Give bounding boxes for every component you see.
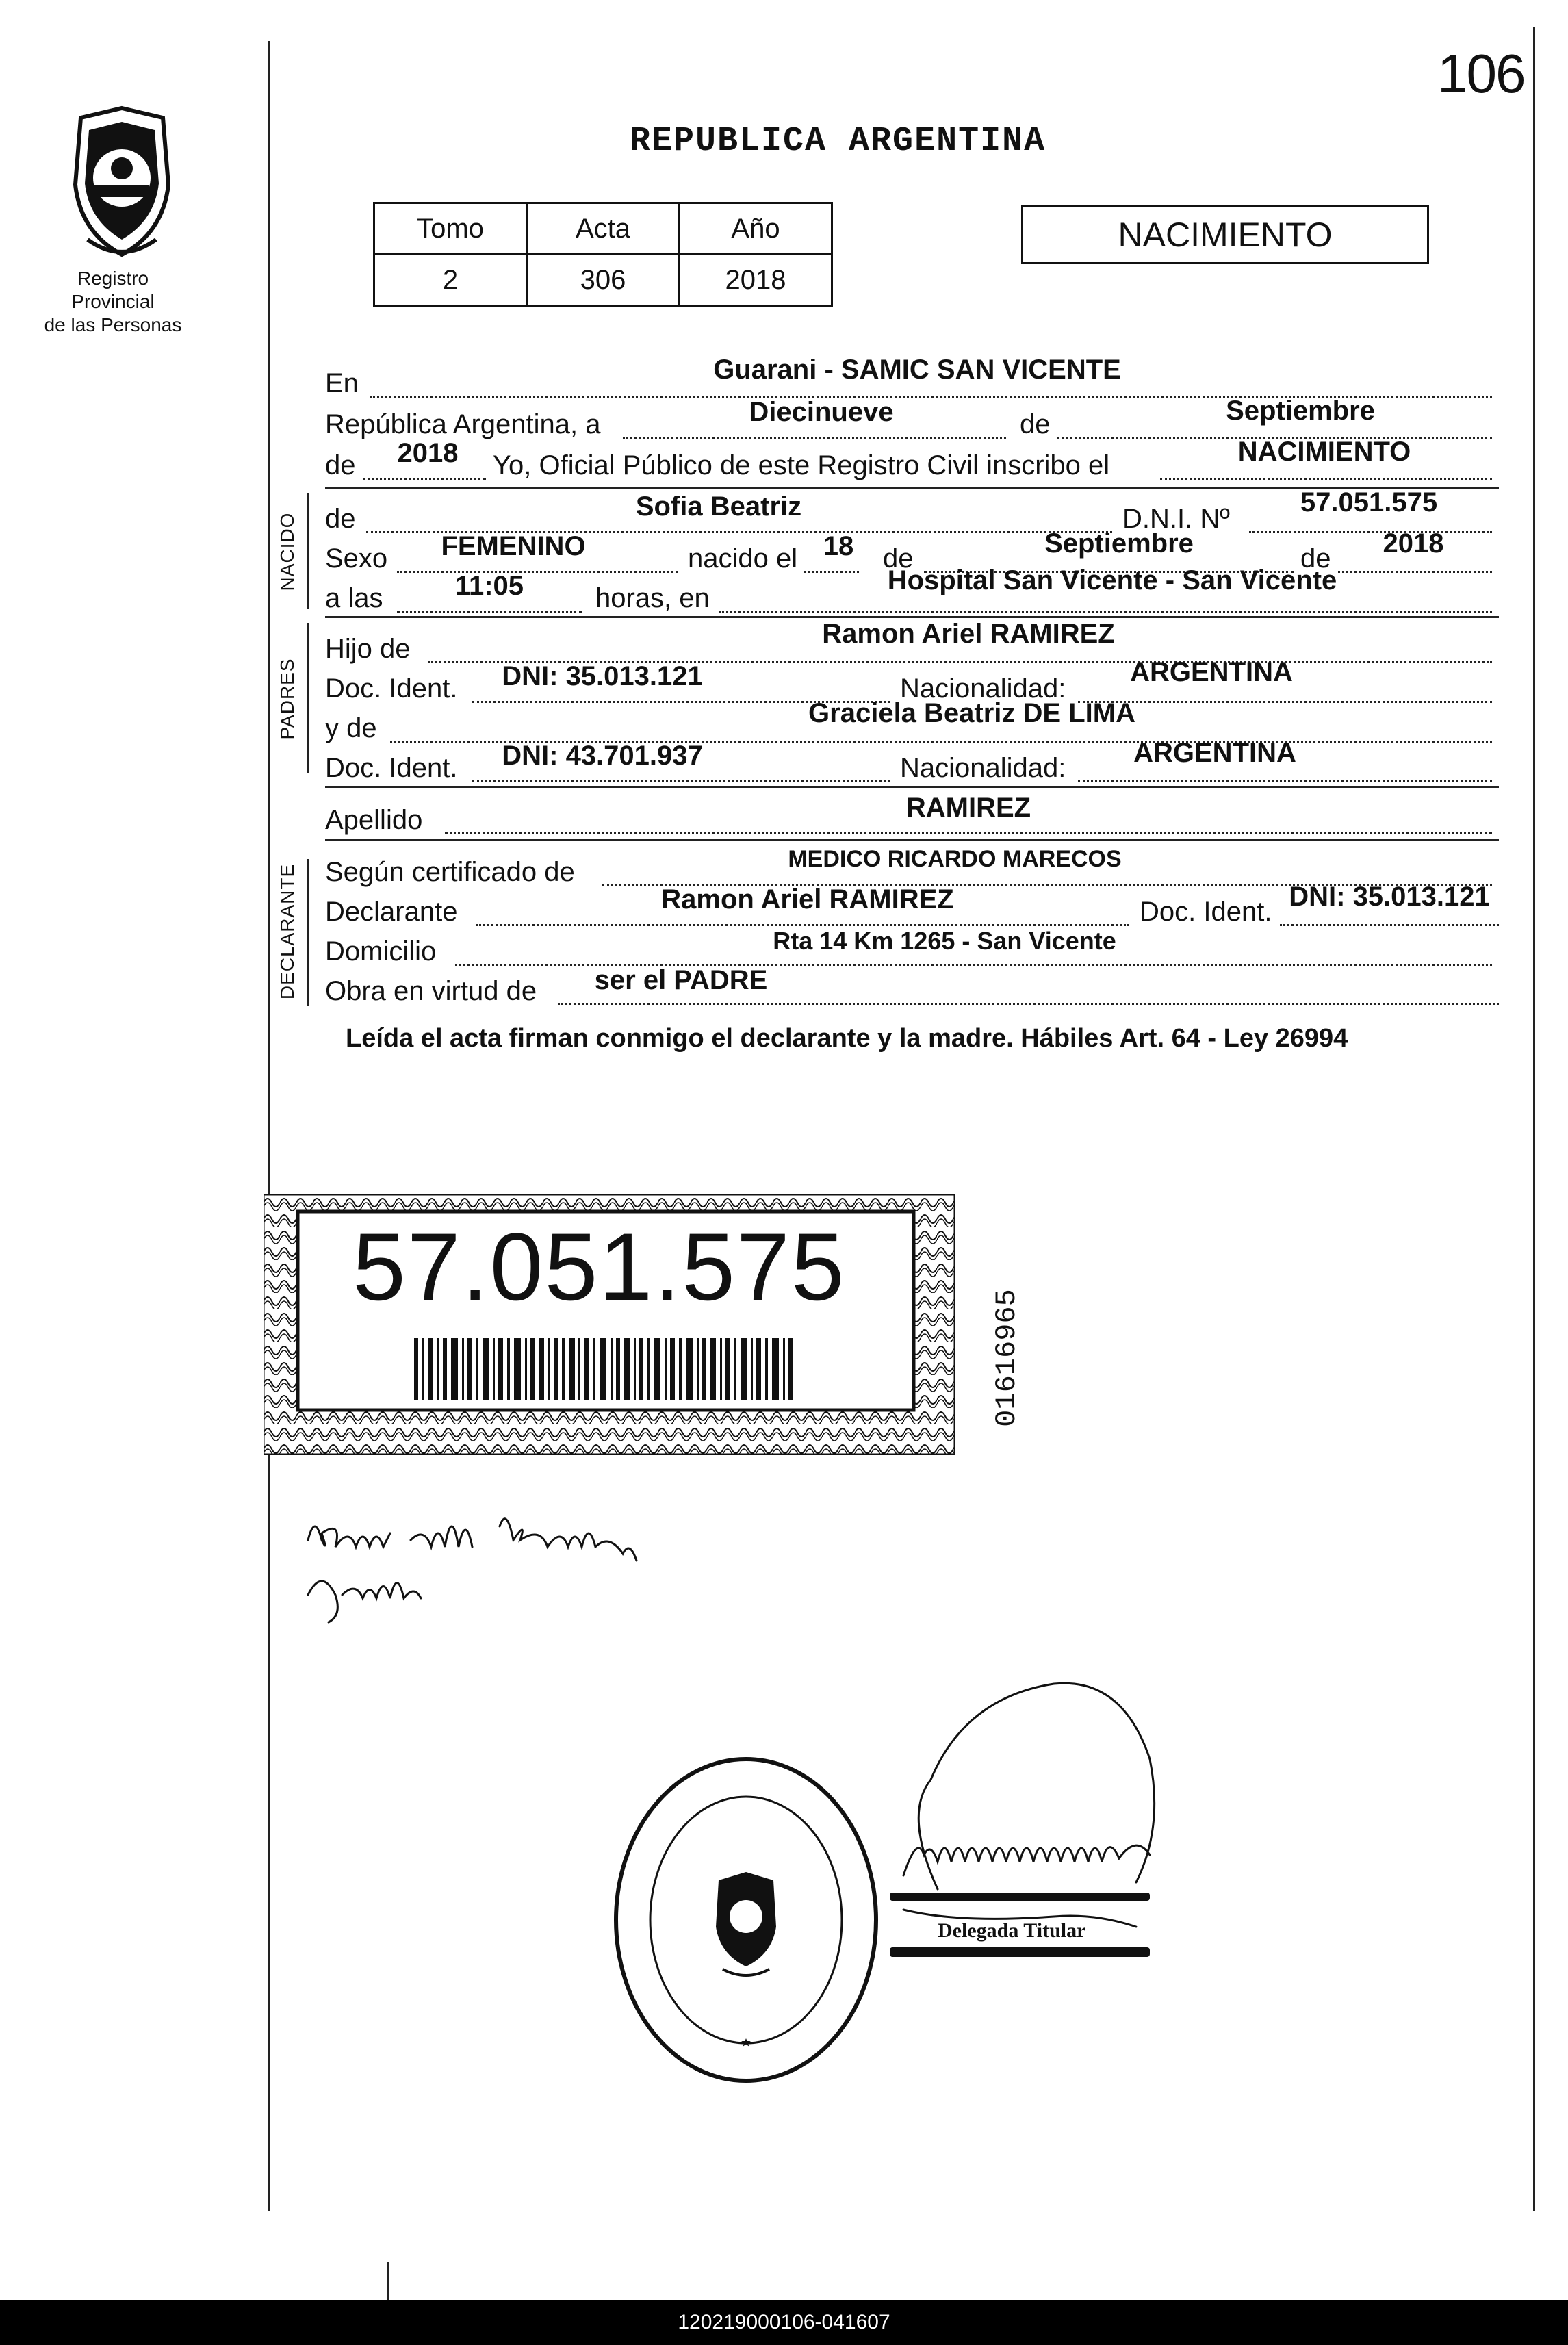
dni-value: 57.051.575 xyxy=(1300,487,1438,517)
horas-en-label: horas, en xyxy=(595,583,710,613)
inscribo-value: NACIMIENTO xyxy=(1237,437,1411,467)
acta-value: 306 xyxy=(527,255,680,306)
apellido-value: RAMIREZ xyxy=(905,793,1031,823)
sexo-value: FEMENINO xyxy=(441,531,586,561)
declarante-bracket xyxy=(307,859,309,1006)
side-label-nacido: NACIDO xyxy=(277,512,298,591)
dotted-line xyxy=(397,571,678,573)
anio-header: Año xyxy=(680,203,832,255)
dotted-line xyxy=(1160,478,1492,480)
section-rule xyxy=(325,786,1499,788)
de-year-label: de xyxy=(325,450,356,480)
birth-day: 18 xyxy=(823,531,854,561)
madre-doc: DNI: 43.701.937 xyxy=(502,741,703,771)
birth-month: Septiembre xyxy=(1044,528,1194,559)
page-number: 106 xyxy=(1437,43,1525,104)
declarante-doc: DNI: 35.013.121 xyxy=(1289,882,1490,912)
republica-label: República Argentina, a xyxy=(325,409,601,439)
dotted-line xyxy=(719,611,1492,613)
left-margin-line xyxy=(268,41,270,2211)
dotted-line xyxy=(476,924,1129,926)
id-sticker-number: 57.051.575 xyxy=(352,1213,846,1320)
dotted-line xyxy=(1078,701,1492,703)
month-value: Septiembre xyxy=(1226,396,1375,426)
official-seal-icon xyxy=(609,1752,883,2091)
dotted-line xyxy=(558,1003,1499,1005)
de-label-3: de xyxy=(1300,543,1331,574)
dotted-line xyxy=(363,478,486,480)
dni-label: D.N.I. Nº xyxy=(1122,504,1230,534)
dotted-line xyxy=(1078,780,1492,782)
nombre-value: Sofia Beatriz xyxy=(635,491,802,522)
dotted-line xyxy=(804,571,859,573)
y-de-label: y de xyxy=(325,713,377,743)
oficial-text: Yo, Oficial Público de este Registro Civil inscribo el xyxy=(493,450,1110,480)
en-label: En xyxy=(325,368,359,398)
official-signature xyxy=(876,1677,1259,1968)
de-name-label: de xyxy=(325,504,356,534)
hora-value: 11:05 xyxy=(454,571,524,601)
nacionalidad-label: Nacionalidad: xyxy=(900,674,1066,704)
day-value: Diecinueve xyxy=(749,397,894,427)
registry-caption xyxy=(34,267,192,337)
footer-code: 120219000106-041607 xyxy=(0,2300,1568,2345)
year-value: 2018 xyxy=(397,438,459,468)
padre-nac: ARGENTINA xyxy=(1130,657,1293,687)
domicilio-value: Rta 14 Km 1265 - San Vicente xyxy=(773,927,1116,955)
de-label: de xyxy=(1020,409,1051,439)
dotted-line xyxy=(1338,571,1492,573)
doc-ident-label-2: Doc. Ident. xyxy=(325,753,458,783)
tomo-value: 2 xyxy=(374,255,527,306)
segun-label: Según certificado de xyxy=(325,857,575,887)
handwritten-signatures xyxy=(301,1499,821,1632)
declarante-label: Declarante xyxy=(325,897,458,927)
tomo-header: Tomo xyxy=(374,203,527,255)
padre-value: Ramon Ariel RAMIREZ xyxy=(822,619,1115,649)
side-label-declarante: DECLARANTE xyxy=(277,863,298,1000)
anio-value: 2018 xyxy=(680,255,832,306)
dotted-line xyxy=(445,832,1492,834)
hijo-de-label: Hijo de xyxy=(325,634,411,664)
nacionalidad-label-2: Nacionalidad: xyxy=(900,753,1066,783)
page-title: REPUBLICA ARGENTINA xyxy=(630,122,1046,161)
right-margin-line xyxy=(1533,27,1535,2211)
doc-ident-label-3: Doc. Ident. xyxy=(1140,897,1272,927)
obra-label: Obra en virtud de xyxy=(325,976,537,1006)
dotted-line xyxy=(1280,924,1499,926)
obra-value: ser el PADRE xyxy=(594,965,768,995)
dotted-line xyxy=(472,780,890,782)
madre-value: Graciela Beatriz DE LIMA xyxy=(808,698,1135,728)
svg-text:Delegada Titular: Delegada Titular xyxy=(938,1919,1086,1942)
record-type-box: NACIMIENTO xyxy=(1021,205,1429,264)
province-logo-icon xyxy=(60,103,183,264)
acta-header: Acta xyxy=(527,203,680,255)
dotted-line xyxy=(1249,531,1492,533)
dotted-line xyxy=(623,437,1006,439)
dotted-line xyxy=(397,611,582,613)
section-rule xyxy=(325,616,1499,618)
registry-caption-line2: de las Personas xyxy=(44,314,182,335)
doc-ident-label: Doc. Ident. xyxy=(325,674,458,704)
de-label-2: de xyxy=(883,543,914,574)
side-label-padres: PADRES xyxy=(277,658,298,740)
a-las-label: a las xyxy=(325,583,383,613)
domicilio-label: Domicilio xyxy=(325,936,437,966)
id-sticker-serial: 01616965 xyxy=(990,1289,1023,1427)
record-table xyxy=(373,202,833,307)
declarante-value: Ramon Ariel RAMIREZ xyxy=(661,884,954,914)
lugar-value: Hospital San Vicente - San Vicente xyxy=(887,565,1337,595)
padre-doc: DNI: 35.013.121 xyxy=(502,661,703,691)
nacido-bracket xyxy=(307,493,309,609)
closing-statement: Leída el acta firman conmigo el declarante y la madre. Hábiles Art. 64 - Ley 26994 xyxy=(346,1024,1348,1053)
bottom-tick xyxy=(387,2262,389,2300)
certificado-value: MEDICO RICARDO MARECOS xyxy=(788,846,1122,872)
sexo-label: Sexo xyxy=(325,543,388,574)
en-value: Guarani - SAMIC SAN VICENTE xyxy=(713,355,1121,385)
apellido-label: Apellido xyxy=(325,805,423,835)
madre-nac: ARGENTINA xyxy=(1133,738,1296,768)
padres-bracket xyxy=(307,623,309,773)
registry-caption-line1: Registro Provincial xyxy=(71,268,155,312)
birth-year: 2018 xyxy=(1383,528,1444,559)
section-rule xyxy=(325,839,1499,841)
nacido-label: nacido el xyxy=(688,543,798,574)
